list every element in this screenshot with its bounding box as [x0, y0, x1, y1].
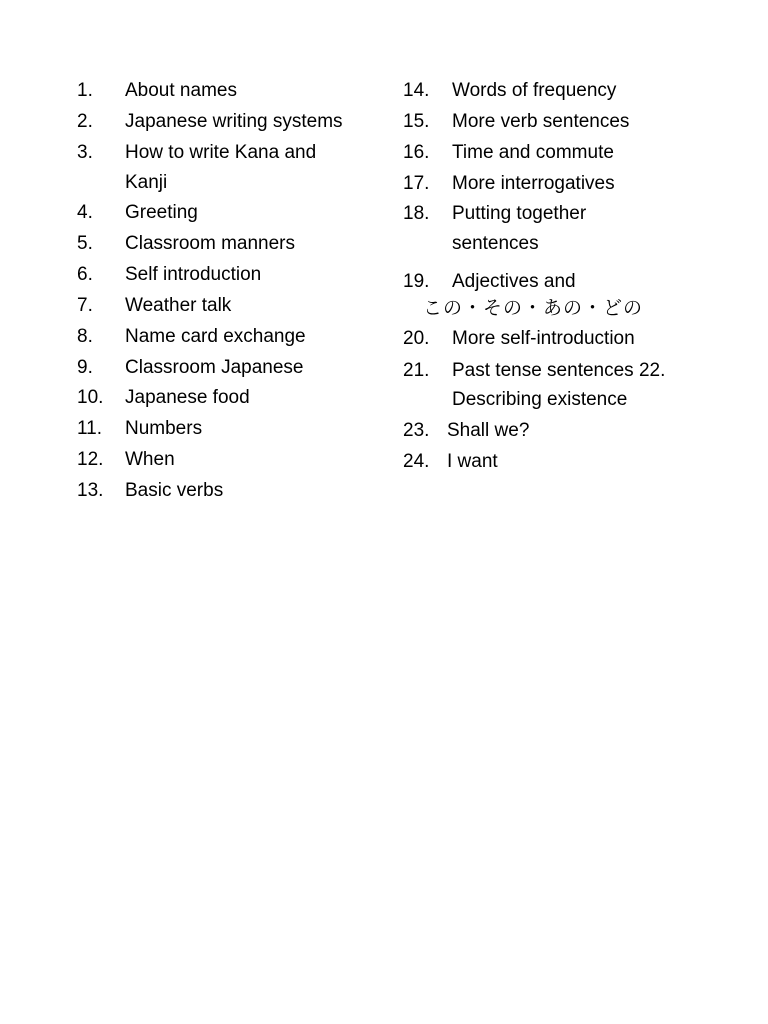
- item-number: 15.: [403, 111, 430, 132]
- item-title: Weather talk: [125, 295, 232, 316]
- item-number: 23.: [403, 420, 430, 441]
- item-title: Self introduction: [125, 264, 262, 285]
- item-title: How to write Kana and: [125, 142, 317, 163]
- item-number: 16.: [403, 142, 430, 163]
- item-number: 11.: [77, 418, 103, 439]
- item-title: Putting together: [452, 203, 587, 224]
- item-title: Japanese food: [125, 387, 250, 408]
- item-title: Greeting: [125, 202, 198, 223]
- item-number: 8.: [77, 326, 93, 347]
- item-title: Classroom manners: [125, 233, 295, 254]
- item-number: 19.: [403, 271, 430, 292]
- item-number: 10.: [77, 387, 104, 408]
- item-title: More interrogatives: [452, 173, 615, 194]
- item-number: 2.: [77, 111, 93, 132]
- item-title-continuation: Kanji: [125, 172, 168, 193]
- item-title: Words of frequency: [452, 80, 617, 101]
- item-number: 17.: [403, 173, 430, 194]
- item-title: I want: [447, 451, 498, 472]
- item-title-continuation: Describing existence: [452, 389, 628, 410]
- item-number: 5.: [77, 233, 93, 254]
- item-title: More verb sentences: [452, 111, 630, 132]
- item-number: 24.: [403, 451, 430, 472]
- item-number: 6.: [77, 264, 93, 285]
- item-number: 1.: [77, 80, 93, 101]
- item-number: 18.: [403, 203, 430, 224]
- item-number: 21.: [403, 360, 430, 381]
- item-number: 12.: [77, 449, 104, 470]
- item-title: Classroom Japanese: [125, 357, 304, 378]
- item-title-continuation: sentences: [452, 233, 539, 254]
- item-number: 7.: [77, 295, 93, 316]
- item-title: When: [125, 449, 175, 470]
- item-number: 14.: [403, 80, 430, 101]
- item-title: Name card exchange: [125, 326, 306, 347]
- item-title: Past tense sentences 22.: [452, 360, 666, 381]
- item-number: 20.: [403, 328, 430, 349]
- item-title: Japanese writing systems: [125, 111, 343, 132]
- item-title: Numbers: [125, 418, 203, 439]
- item-title-japanese: この・その・あの・どの: [423, 297, 644, 319]
- item-title: More self-introduction: [452, 328, 635, 349]
- item-title: Basic verbs: [125, 480, 224, 501]
- item-title: Adjectives and: [452, 271, 576, 292]
- item-title: About names: [125, 80, 237, 101]
- item-title: Shall we?: [447, 420, 530, 441]
- item-number: 9.: [77, 357, 93, 378]
- item-number: 4.: [77, 202, 93, 223]
- item-number: 3.: [77, 142, 93, 163]
- item-number: 13.: [77, 480, 104, 501]
- item-title: Time and commute: [452, 142, 614, 163]
